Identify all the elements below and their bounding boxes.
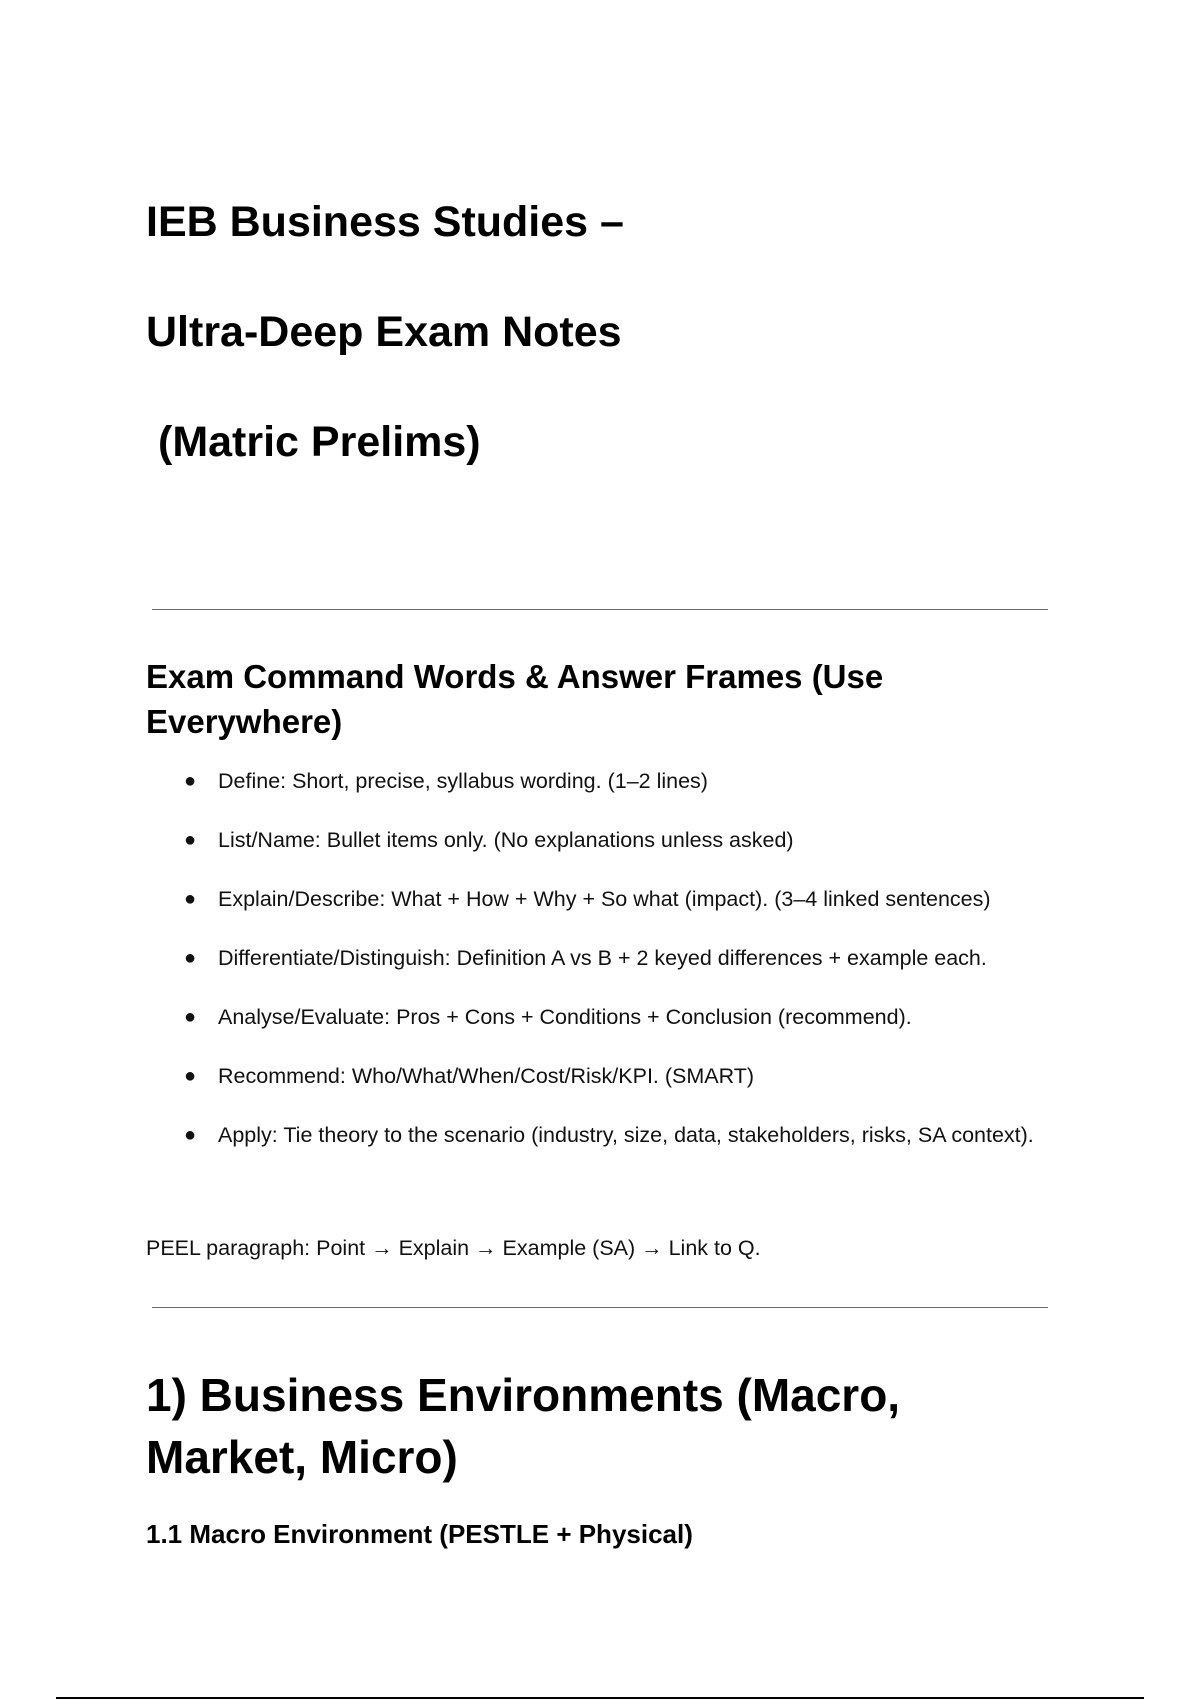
list-item [146,767,1046,795]
section-1-title: 1) Business Environments (Macro, Market, Micro) [146,1369,901,1483]
bullet-icon: ● [184,770,197,792]
horizontal-divider [152,609,1048,610]
page-bottom-edge [56,1697,1144,1699]
bullet-icon: ● [184,947,197,969]
list-item [146,1121,1046,1149]
list-item [146,885,1046,913]
list-item-text: Differentiate/Distinguish: Definition A vs B + 2 keyed differences + example each. [218,946,987,970]
command-words-list [146,767,1046,1180]
bullet-icon: ● [184,1065,197,1087]
list-item [146,1003,1046,1031]
list-item-text: Recommend: Who/What/When/Cost/Risk/KPI. (SMART) [218,1064,755,1088]
horizontal-divider [152,1307,1048,1308]
document-title-line-3: (Matric Prelims) [158,418,481,466]
list-item [146,1062,1046,1090]
list-item-text: Apply: Tie theory to the scenario (industry, size, data, stakeholders, risks, SA context). [218,1123,1034,1147]
command-words-heading: Exam Command Words & Answer Frames (Use Everywhere) [146,658,884,740]
bullet-icon: ● [184,888,197,910]
bullet-icon: ● [184,829,197,851]
peel-paragraph: PEEL paragraph: Point → Explain → Example (SA) → Link to Q. [146,1236,761,1260]
bullet-icon: ● [184,1006,197,1028]
bullet-icon: ● [184,1124,197,1146]
document-title-line-1: IEB Business Studies – [146,198,624,246]
list-item-text: Explain/Describe: What + How + Why + So what (impact). (3–4 linked sentences) [218,887,991,911]
list-item [146,826,1046,854]
list-item-text: List/Name: Bullet items only. (No explanations unless asked) [218,828,794,852]
list-item-text: Analyse/Evaluate: Pros + Cons + Conditions + Conclusion (recommend). [218,1005,912,1029]
document-title-line-2: Ultra-Deep Exam Notes [146,308,622,356]
subsection-1-1-title: 1.1 Macro Environment (PESTLE + Physical) [146,1519,693,1549]
list-item [146,944,1046,972]
list-item-text: Define: Short, precise, syllabus wording. (1–2 lines) [218,769,708,793]
